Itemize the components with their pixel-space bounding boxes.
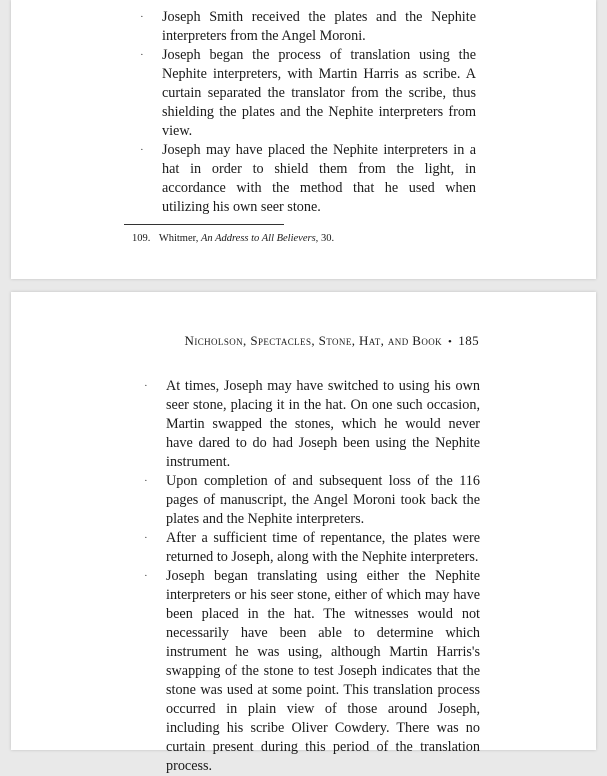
list-item-text: Upon completion of and subsequent loss of the 116 pages of manuscript, the Angel Moroni took back the plates and the Nephite interpreters.	[166, 473, 480, 527]
bullet-icon: ·	[144, 475, 148, 487]
list-item-text: After a sufficient time of repentance, the plates were returned to Joseph, along with the Nephite interpreters.	[166, 530, 480, 565]
list-item-text: Joseph Smith received the plates and the Nephite interpreters from the Angel Moroni.	[162, 9, 476, 44]
list-item	[140, 141, 476, 217]
list-item-text: Joseph began translating using either the Nephite interpreters or his seer stone, either of which may have been placed in the hat. The witnesses would not necessarily have been able to determine which instrument he was using, although Martin Harris's swapping of the stone to test Joseph indicates that the stone was used at some point. This translation process occurred in plain view of those around Joseph, including his scribe Oliver Cowdery. There was no curtain present during this period of the translation process.	[166, 568, 480, 774]
list-item-text: Joseph began the process of translation using the Nephite interpreters, with Martin Harris as scribe. A curtain separated the translator from the scribe, thus shielding the plates and the Nephite interpreters from view.	[162, 47, 476, 139]
bullet-icon: ·	[144, 380, 148, 392]
footnote-author: Whitmer,	[158, 233, 199, 244]
bullet-list	[144, 377, 480, 776]
page-number: 185	[458, 333, 479, 348]
list-item-text: Joseph may have placed the Nephite interpreters in a hat in order to shield them from the light, in accordance with the method that he used when utilizing his own seer stone.	[162, 142, 476, 215]
bullet-list	[140, 8, 476, 217]
running-head-title: Nicholson, Spectacles, Stone, Hat, and Book	[184, 333, 443, 348]
book-page-bottom	[11, 292, 596, 774]
list-item	[140, 8, 476, 46]
footnote-page: 30.	[320, 233, 335, 244]
footnote-divider	[124, 224, 284, 225]
book-page-top	[11, 0, 596, 279]
bullet-icon: ·	[144, 570, 148, 582]
footnote-title: An Address to All Believers,	[200, 233, 319, 244]
running-header	[185, 333, 479, 349]
bullet-icon: ·	[144, 532, 148, 544]
list-item	[144, 567, 480, 776]
list-item	[144, 377, 480, 472]
bullet-icon: ·	[140, 49, 144, 61]
bullet-icon: ·	[140, 144, 144, 156]
list-item	[140, 46, 476, 141]
bullet-icon: ·	[140, 11, 144, 23]
list-item	[144, 529, 480, 567]
list-item-text: At times, Joseph may have switched to using his own seer stone, placing it in the hat. On one such occasion, Martin swapped the stones, which he would never have dared to do had Joseph been using the Nephite instrument.	[166, 378, 480, 470]
footnote-number: 109.	[132, 233, 151, 244]
separator-dot: •	[448, 336, 453, 348]
footnote	[132, 232, 334, 245]
list-item	[144, 472, 480, 529]
